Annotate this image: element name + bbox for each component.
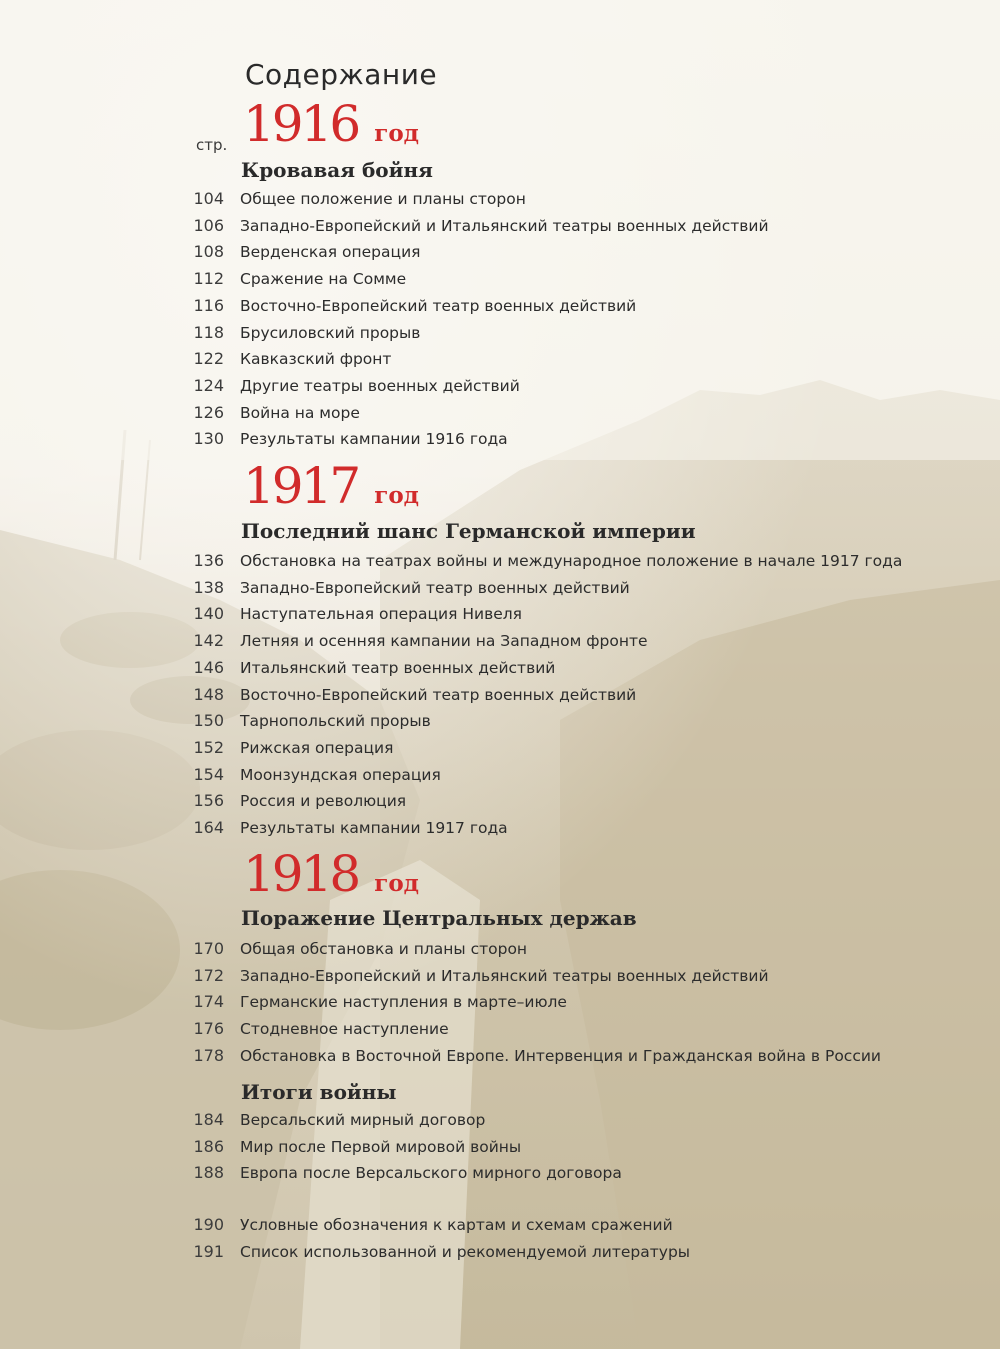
section-heading: Поражение Центральных держав <box>241 906 637 930</box>
toc-entry[interactable] <box>0 656 1000 682</box>
entry-title: Война на море <box>240 404 360 422</box>
entry-title: Итальянский театр военных действий <box>240 659 556 677</box>
toc-entry[interactable] <box>0 187 1000 213</box>
entry-page-number: 104 <box>193 189 224 208</box>
year-number: 1916 <box>243 95 359 153</box>
entry-title: Рижская операция <box>240 739 394 757</box>
entry-title: Результаты кампании 1916 года <box>240 430 508 448</box>
entry-page-number: 138 <box>193 578 224 597</box>
section-heading: Кровавая бойня <box>241 158 433 182</box>
toc-entry[interactable] <box>0 602 1000 628</box>
entry-title: Восточно-Европейский театр военных действий <box>240 297 637 315</box>
toc-entry[interactable] <box>0 709 1000 735</box>
toc-entry[interactable] <box>0 240 1000 266</box>
year-title <box>243 95 419 153</box>
entry-page-number: 150 <box>193 711 224 730</box>
entry-title: Условные обозначения к картам и схемам сражений <box>240 1216 673 1234</box>
toc-entry[interactable] <box>0 576 1000 602</box>
entry-page-number: 190 <box>193 1215 224 1234</box>
year-title <box>243 457 419 515</box>
entry-page-number: 106 <box>193 216 224 235</box>
toc-entry[interactable] <box>0 1017 1000 1043</box>
entry-page-number: 156 <box>193 791 224 810</box>
toc-entry[interactable] <box>0 683 1000 709</box>
summary-heading: Итоги войны <box>241 1080 397 1104</box>
entry-title: Тарнопольский прорыв <box>240 712 431 730</box>
entry-page-number: 164 <box>193 818 224 837</box>
entry-page-number: 118 <box>193 323 224 342</box>
toc-entry[interactable] <box>0 1161 1000 1187</box>
toc-entry[interactable] <box>0 789 1000 815</box>
entry-title: Мир после Первой мировой войны <box>240 1138 522 1156</box>
entry-page-number: 140 <box>193 604 224 623</box>
section-heading: Последний шанс Германской империи <box>241 519 696 543</box>
toc-entry[interactable] <box>0 374 1000 400</box>
entry-page-number: 146 <box>193 658 224 677</box>
entry-title: Версальский мирный договор <box>240 1111 486 1129</box>
page-column-label: стр. <box>196 136 228 154</box>
entry-title: Список использованной и рекомендуемой литературы <box>240 1243 691 1261</box>
entry-page-number: 184 <box>193 1110 224 1129</box>
entry-title: Моонзундская операция <box>240 766 441 784</box>
entry-title: Другие театры военных действий <box>240 377 520 395</box>
entry-page-number: 172 <box>193 966 224 985</box>
entry-title: Общее положение и планы сторон <box>240 190 526 208</box>
toc-entry[interactable] <box>0 214 1000 240</box>
entry-title: Стодневное наступление <box>240 1020 449 1038</box>
toc-entry[interactable] <box>0 736 1000 762</box>
entry-page-number: 116 <box>193 296 224 315</box>
entry-title: Обстановка на театрах войны и международное положение в начале 1917 года <box>240 552 903 570</box>
entry-page-number: 112 <box>193 269 224 288</box>
toc-entry[interactable] <box>0 763 1000 789</box>
entry-page-number: 136 <box>193 551 224 570</box>
toc-entry[interactable] <box>0 549 1000 575</box>
toc-entry[interactable] <box>0 1213 1000 1239</box>
entry-page-number: 186 <box>193 1137 224 1156</box>
entry-page-number: 148 <box>193 685 224 704</box>
entry-title: Западно-Европейский и Итальянский театры военных действий <box>240 217 769 235</box>
entry-page-number: 124 <box>193 376 224 395</box>
entry-page-number: 176 <box>193 1019 224 1038</box>
toc-entry[interactable] <box>0 294 1000 320</box>
toc-title: Содержание <box>245 58 438 91</box>
toc-entry[interactable] <box>0 267 1000 293</box>
toc-entry[interactable] <box>0 401 1000 427</box>
entry-title: Европа после Версальского мирного договора <box>240 1164 622 1182</box>
year-number: 1918 <box>243 845 359 903</box>
year-suffix: год <box>374 482 420 509</box>
toc-entry[interactable] <box>0 964 1000 990</box>
entry-title: Западно-Европейский и Итальянский театры военных действий <box>240 967 769 985</box>
toc-entry[interactable] <box>0 1135 1000 1161</box>
toc-entry[interactable] <box>0 990 1000 1016</box>
entry-title: Летняя и осенняя кампании на Западном фронте <box>240 632 648 650</box>
entry-page-number: 174 <box>193 992 224 1011</box>
entry-page-number: 122 <box>193 349 224 368</box>
entry-title: Наступательная операция Нивеля <box>240 605 522 623</box>
entry-title: Верденская операция <box>240 243 421 261</box>
entry-title: Брусиловский прорыв <box>240 324 421 342</box>
toc-entry[interactable] <box>0 321 1000 347</box>
toc-entry[interactable] <box>0 816 1000 842</box>
year-suffix: год <box>374 870 420 897</box>
entry-title: Общая обстановка и планы сторон <box>240 940 528 958</box>
entry-page-number: 108 <box>193 242 224 261</box>
entry-page-number: 142 <box>193 631 224 650</box>
entry-page-number: 154 <box>193 765 224 784</box>
toc-entry[interactable] <box>0 1108 1000 1134</box>
entry-title: Россия и революция <box>240 792 407 810</box>
entry-page-number: 191 <box>193 1242 224 1261</box>
year-number: 1917 <box>243 457 359 515</box>
entry-title: Германские наступления в марте–июле <box>240 993 567 1011</box>
entry-title: Западно-Европейский театр военных действий <box>240 579 630 597</box>
entry-title: Результаты кампании 1917 года <box>240 819 508 837</box>
entry-title: Обстановка в Восточной Европе. Интервенция и Гражданская война в России <box>240 1047 881 1065</box>
toc-entry[interactable] <box>0 629 1000 655</box>
year-suffix: год <box>374 120 420 147</box>
toc-entry[interactable] <box>0 1240 1000 1266</box>
entry-page-number: 126 <box>193 403 224 422</box>
toc-entry[interactable] <box>0 427 1000 453</box>
entry-page-number: 130 <box>193 429 224 448</box>
entry-page-number: 152 <box>193 738 224 757</box>
entry-title: Восточно-Европейский театр военных действий <box>240 686 637 704</box>
entry-title: Кавказский фронт <box>240 350 392 368</box>
entry-page-number: 188 <box>193 1163 224 1182</box>
toc-entry[interactable] <box>0 937 1000 963</box>
toc-entry[interactable] <box>0 347 1000 373</box>
year-title <box>243 845 419 903</box>
entry-page-number: 170 <box>193 939 224 958</box>
entry-title: Сражение на Сомме <box>240 270 407 288</box>
entry-page-number: 178 <box>193 1046 224 1065</box>
toc-entry[interactable] <box>0 1044 1000 1070</box>
